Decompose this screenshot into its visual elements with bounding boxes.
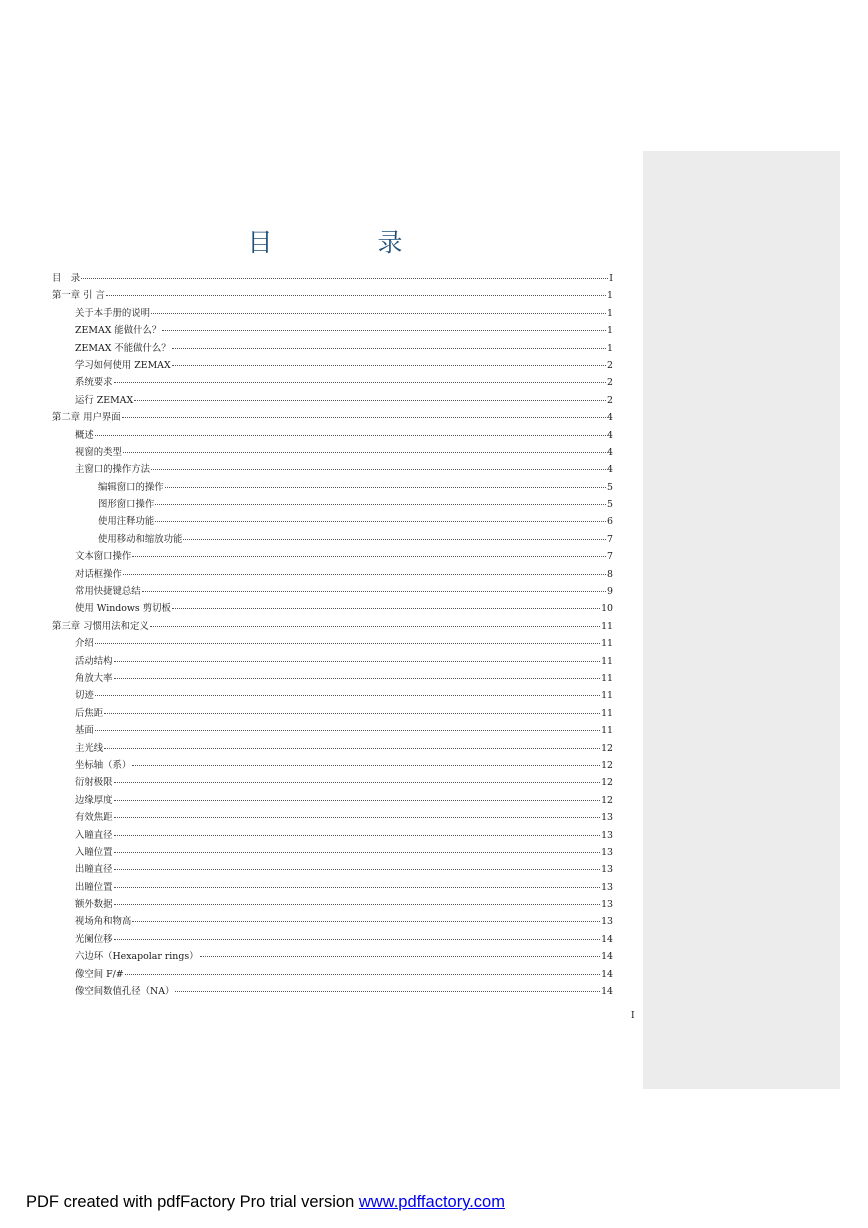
toc-entry-page: 13 <box>601 916 613 928</box>
toc-entry-page: 5 <box>607 481 613 493</box>
toc-leader-dots <box>200 955 601 957</box>
table-of-contents <box>52 270 613 1000</box>
toc-entry-page: 2 <box>607 394 613 406</box>
toc-entry-text: 像空间 F/# <box>75 968 124 980</box>
toc-entry[interactable] <box>52 809 613 826</box>
toc-entry-page: 4 <box>607 412 613 424</box>
toc-entry-page: 11 <box>601 620 613 632</box>
toc-leader-dots <box>114 799 601 801</box>
toc-leader-dots <box>172 607 600 609</box>
toc-entry-text: 出瞳直径 <box>75 864 113 876</box>
toc-entry-text: 额外数据 <box>75 899 113 911</box>
toc-leader-dots <box>95 729 600 731</box>
toc-leader-dots <box>132 764 600 766</box>
toc-entry-page: 12 <box>601 759 613 771</box>
toc-entry-text: 视场角和物高 <box>75 916 132 928</box>
toc-entry-text: 有效焦距 <box>75 812 113 824</box>
toc-entry[interactable] <box>52 861 613 878</box>
toc-entry[interactable] <box>52 722 613 739</box>
toc-entry-page: 14 <box>601 951 613 963</box>
toc-entry-text: ZEMAX 不能做什么？ <box>75 342 171 354</box>
toc-leader-dots <box>123 573 606 575</box>
toc-entry-text: 六边环（Hexapolar rings） <box>75 951 199 963</box>
toc-leader-dots <box>142 590 606 592</box>
toc-entry-text: 系统要求 <box>75 377 113 389</box>
toc-entry-text: 光阑位移 <box>75 933 113 945</box>
toc-entry[interactable] <box>52 600 613 617</box>
toc-entry[interactable] <box>52 427 613 444</box>
toc-entry[interactable] <box>52 670 613 687</box>
toc-leader-dots <box>151 468 606 470</box>
toc-entry-page: 11 <box>601 725 613 737</box>
toc-entry-text: 图形窗口操作 <box>98 499 155 511</box>
toc-entry-page: 1 <box>607 290 613 302</box>
toc-entry[interactable] <box>52 879 613 896</box>
toc-entry-page: 13 <box>601 812 613 824</box>
toc-entry[interactable] <box>52 983 613 1000</box>
toc-entry-text: 概述 <box>75 429 94 441</box>
toc-entry[interactable] <box>52 270 613 287</box>
toc-entry-page: 12 <box>601 777 613 789</box>
toc-leader-dots <box>125 973 600 975</box>
toc-entry-text: 后焦距 <box>75 707 104 719</box>
toc-entry[interactable] <box>52 357 613 374</box>
toc-entry[interactable] <box>52 287 613 304</box>
toc-entry-page: 8 <box>607 568 613 580</box>
toc-entry-page: 1 <box>607 342 613 354</box>
toc-entry-text: 常用快捷键总结 <box>75 586 141 598</box>
toc-entry-page: 4 <box>607 429 613 441</box>
toc-leader-dots <box>114 868 601 870</box>
toc-entry-page: 12 <box>601 794 613 806</box>
toc-entry-page: 11 <box>601 707 613 719</box>
toc-leader-dots <box>123 451 606 453</box>
toc-entry[interactable] <box>52 409 613 426</box>
toc-leader-dots <box>114 660 601 662</box>
toc-leader-dots <box>150 625 600 627</box>
toc-entry[interactable] <box>52 583 613 600</box>
toc-entry[interactable] <box>52 774 613 791</box>
toc-entry[interactable] <box>52 374 613 391</box>
toc-entry[interactable] <box>52 548 613 565</box>
comment-margin-panel <box>643 151 840 1089</box>
toc-entry-page: 10 <box>601 603 613 615</box>
toc-entry-text: 学习如何使用 ZEMAX <box>75 359 171 371</box>
toc-entry[interactable] <box>52 948 613 965</box>
toc-entry-text: 入瞳位置 <box>75 846 113 858</box>
toc-leader-dots <box>134 399 606 401</box>
toc-entry-page: 7 <box>607 551 613 563</box>
toc-leader-dots <box>114 938 601 940</box>
toc-leader-dots <box>95 694 600 696</box>
toc-entry-page: 11 <box>601 655 613 667</box>
toc-leader-dots <box>122 416 606 418</box>
toc-leader-dots <box>172 364 606 366</box>
toc-entry-page: 14 <box>601 933 613 945</box>
toc-leader-dots <box>114 677 601 679</box>
footer-link[interactable]: www.pdffactory.com <box>358 1193 505 1211</box>
toc-leader-dots <box>95 434 606 436</box>
toc-entry-text: 衍射极限 <box>75 777 113 789</box>
toc-leader-dots <box>175 990 600 992</box>
toc-entry-page: 4 <box>607 446 613 458</box>
toc-entry[interactable] <box>52 740 613 757</box>
toc-leader-dots <box>172 347 606 349</box>
toc-entry[interactable] <box>52 931 613 948</box>
toc-leader-dots <box>114 886 601 888</box>
toc-entry-text: 编辑窗口的操作 <box>98 481 164 493</box>
toc-entry-page: 1 <box>607 325 613 337</box>
toc-entry-page: 7 <box>607 533 613 545</box>
toc-leader-dots <box>114 781 601 783</box>
toc-entry-page: 14 <box>601 986 613 998</box>
footer-text: PDF created with pdfFactory Pro trial version <box>26 1193 359 1211</box>
toc-entry[interactable] <box>52 618 613 635</box>
toc-entry[interactable] <box>52 322 613 339</box>
pdf-footer <box>26 1193 505 1212</box>
toc-entry-page: 1 <box>607 307 613 319</box>
toc-entry[interactable] <box>52 792 613 809</box>
toc-entry[interactable] <box>52 305 613 322</box>
toc-entry[interactable] <box>52 653 613 670</box>
toc-leader-dots <box>162 329 606 331</box>
toc-entry-text: 坐标轴（系） <box>75 759 132 771</box>
toc-entry[interactable] <box>52 531 613 548</box>
toc-entry[interactable] <box>52 827 613 844</box>
toc-entry-text: ZEMAX 能做什么？ <box>75 325 162 337</box>
toc-entry-page: 4 <box>607 464 613 476</box>
toc-entry-text: 角放大率 <box>75 672 113 684</box>
toc-entry-page: 9 <box>607 586 613 598</box>
toc-entry[interactable] <box>52 896 613 913</box>
toc-entry-text: 入瞳直径 <box>75 829 113 841</box>
toc-entry-text: 第一章 引 言 <box>52 290 105 302</box>
toc-entry-page: 12 <box>601 742 613 754</box>
toc-leader-dots <box>132 555 606 557</box>
toc-entry-page: 14 <box>601 968 613 980</box>
toc-entry-page: 11 <box>601 638 613 650</box>
toc-leader-dots <box>132 920 600 922</box>
toc-entry-page: 13 <box>601 881 613 893</box>
toc-entry-text: 关于本手册的说明 <box>75 307 151 319</box>
toc-entry[interactable] <box>52 444 613 461</box>
toc-entry[interactable] <box>52 966 613 983</box>
toc-entry-text: 文本窗口操作 <box>75 551 132 563</box>
toc-entry-page: 11 <box>601 672 613 684</box>
toc-entry-page: I <box>609 273 613 284</box>
toc-entry[interactable] <box>52 479 613 496</box>
toc-entry-text: 基面 <box>75 725 94 737</box>
toc-entry-page: 13 <box>601 864 613 876</box>
toc-entry-text: 第三章 习惯用法和定义 <box>52 620 149 632</box>
toc-entry-text: 切迹 <box>75 690 94 702</box>
toc-entry[interactable] <box>52 513 613 530</box>
toc-entry-text: 运行 ZEMAX <box>75 394 134 406</box>
toc-entry-page: 11 <box>601 690 613 702</box>
toc-entry-text: 使用注释功能 <box>98 516 155 528</box>
toc-entry[interactable] <box>52 844 613 861</box>
toc-entry[interactable] <box>52 496 613 513</box>
toc-entry-text: 使用 Windows 剪切板 <box>75 603 171 615</box>
toc-leader-dots <box>151 312 606 314</box>
toc-entry[interactable] <box>52 340 613 357</box>
toc-leader-dots <box>114 816 601 818</box>
toc-leader-dots <box>183 538 606 540</box>
toc-leader-dots <box>104 712 600 714</box>
toc-entry-text: 视窗的类型 <box>75 446 122 458</box>
toc-leader-dots <box>114 903 601 905</box>
toc-entry-page: 2 <box>607 359 613 371</box>
toc-leader-dots <box>81 277 608 279</box>
page-title: 目 录 <box>247 228 443 257</box>
toc-entry-text: 主光线 <box>75 742 104 754</box>
toc-leader-dots <box>155 503 606 505</box>
toc-entry-text: 目 录 <box>52 273 81 284</box>
toc-entry-page: 13 <box>601 829 613 841</box>
toc-entry-text: 出瞳位置 <box>75 881 113 893</box>
toc-entry[interactable] <box>52 635 613 652</box>
toc-entry-page: 13 <box>601 899 613 911</box>
toc-entry[interactable] <box>52 913 613 930</box>
toc-entry[interactable] <box>52 461 613 478</box>
toc-entry[interactable] <box>52 687 613 704</box>
toc-entry[interactable] <box>52 757 613 774</box>
toc-leader-dots <box>114 834 601 836</box>
toc-entry-text: 活动结构 <box>75 655 113 667</box>
toc-leader-dots <box>165 486 606 488</box>
toc-entry-text: 主窗口的操作方法 <box>75 464 151 476</box>
toc-leader-dots <box>114 381 607 383</box>
toc-entry[interactable] <box>52 392 613 409</box>
toc-entry-text: 介绍 <box>75 638 94 650</box>
toc-leader-dots <box>155 520 606 522</box>
toc-entry[interactable] <box>52 705 613 722</box>
toc-leader-dots <box>95 642 600 644</box>
toc-entry-page: 5 <box>607 499 613 511</box>
toc-entry-text: 边缘厚度 <box>75 794 113 806</box>
toc-entry-page: 13 <box>601 846 613 858</box>
toc-entry-text: 使用移动和缩放功能 <box>98 533 183 545</box>
toc-entry-text: 第二章 用户界面 <box>52 412 121 424</box>
toc-entry-text: 像空间数值孔径（NA） <box>75 986 175 998</box>
toc-entry[interactable] <box>52 566 613 583</box>
toc-leader-dots <box>106 294 606 296</box>
page-number: I <box>631 1011 635 1021</box>
toc-entry-page: 6 <box>607 516 613 528</box>
toc-leader-dots <box>114 851 601 853</box>
toc-entry-page: 2 <box>607 377 613 389</box>
toc-entry-text: 对话框操作 <box>75 568 122 580</box>
toc-leader-dots <box>104 747 600 749</box>
